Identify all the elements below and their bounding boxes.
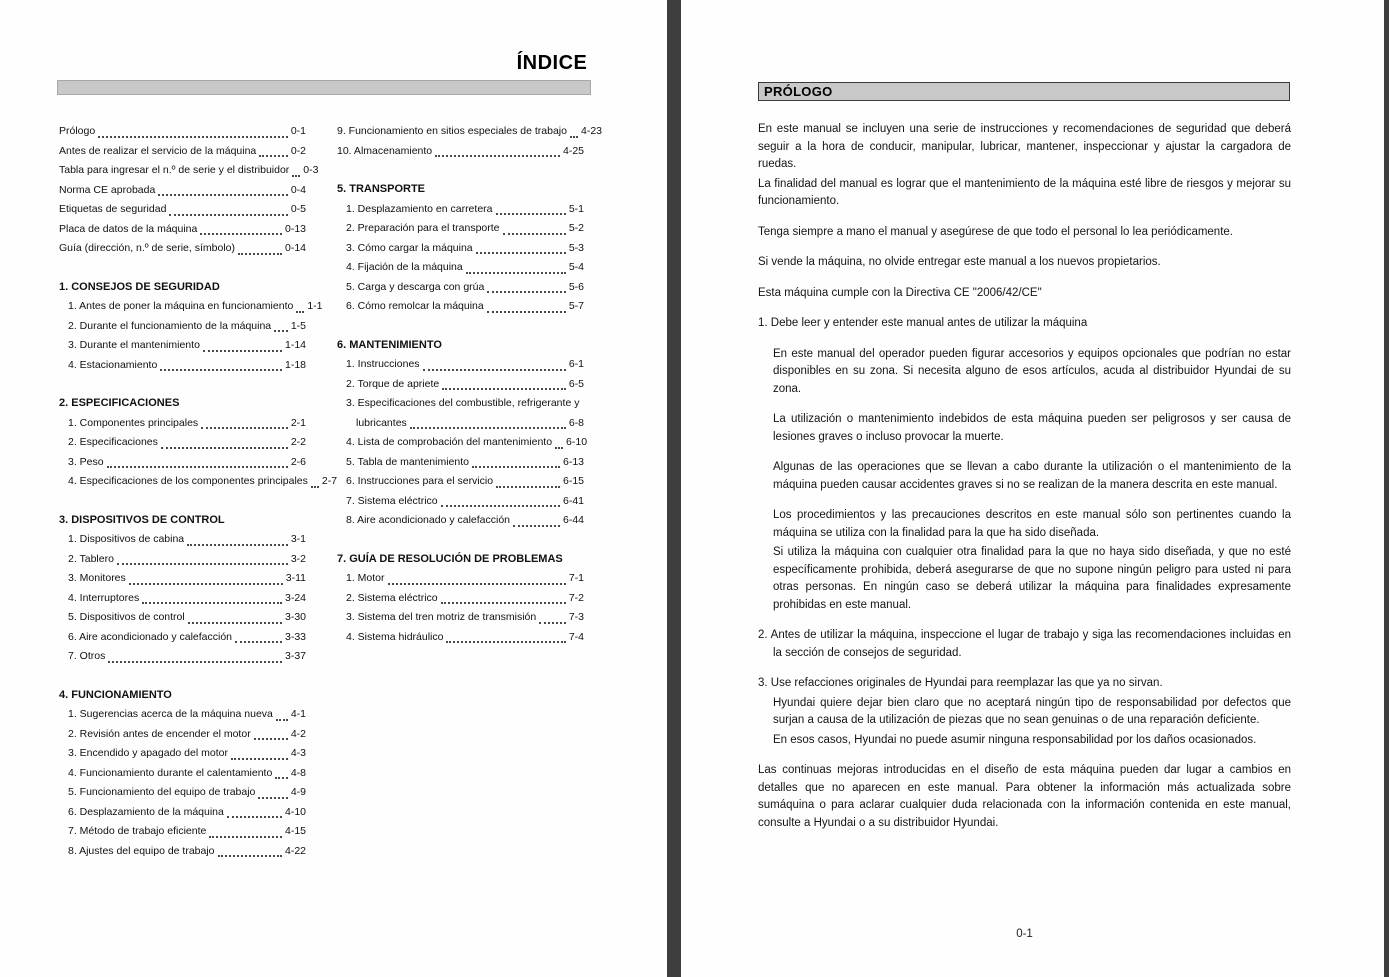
toc-entry-line bbox=[346, 375, 584, 395]
prologue-paragraph: Esta máquina cumple con la Directiva CE "2006/42/CE" bbox=[758, 286, 1042, 299]
toc-entry-label: Norma CE aprobada bbox=[59, 183, 156, 196]
prologo-page-title: PRÓLOGO bbox=[764, 84, 833, 99]
toc-leader-dots bbox=[496, 486, 560, 488]
toc-leader-dots bbox=[496, 213, 566, 215]
toc-leader-dots bbox=[274, 330, 288, 332]
prologo-header-bar bbox=[758, 82, 1290, 101]
toc-entry-label: 7. Método de trabajo eficiente bbox=[68, 825, 207, 837]
toc-leader-dots bbox=[227, 816, 282, 818]
toc-entry bbox=[59, 608, 306, 628]
toc-entry-page: 0-4 bbox=[290, 183, 306, 196]
toc-entry-page: 0-2 bbox=[290, 144, 306, 157]
toc-entry-line bbox=[68, 705, 306, 725]
toc-entry-label: 1. Dispositivos de cabina bbox=[68, 533, 185, 545]
toc-entry-label: 10. Almacenamiento bbox=[337, 144, 433, 157]
toc-entry-page: 1-14 bbox=[284, 339, 306, 351]
toc-entry bbox=[59, 433, 306, 453]
toc-entry-label: 3. Encendido y apagado del motor bbox=[68, 747, 228, 759]
toc-leader-dots bbox=[311, 486, 319, 488]
toc-entry-line bbox=[68, 744, 306, 764]
toc-entry-page: 5-6 bbox=[568, 280, 584, 293]
toc-entry-line bbox=[59, 181, 306, 201]
page-prologo bbox=[681, 0, 1384, 977]
toc-section-header: 3. DISPOSITIVOS DE CONTROL bbox=[59, 513, 225, 526]
toc-section bbox=[337, 180, 584, 317]
toc-entry-line bbox=[68, 453, 306, 473]
toc-leader-dots bbox=[466, 272, 566, 274]
toc-entry-page: 1-5 bbox=[290, 319, 306, 332]
toc-entry bbox=[59, 142, 306, 162]
prologue-body bbox=[758, 121, 1291, 845]
toc-entry bbox=[59, 181, 306, 201]
toc-leader-dots bbox=[169, 214, 287, 216]
toc-leader-dots bbox=[441, 505, 560, 507]
toc-entry bbox=[59, 161, 319, 181]
toc-entry-label: 3. Cómo cargar la máquina bbox=[346, 241, 473, 254]
toc-entry bbox=[337, 219, 584, 239]
toc-entry-label: 3. Monitores bbox=[68, 572, 126, 584]
toc-leader-dots bbox=[107, 466, 288, 468]
toc-entry-label: Tabla para ingresar el n.º de serie y el distribuidor bbox=[59, 164, 290, 176]
prologue-paragraph: Las continuas mejoras introducidas en el diseño de esta máquina pueden dar lugar a cambios en detalles que no aparecen en este manual. Para obtener la información más actualizada sobre sumáquina o para aclarar cualquier duda relacionada con la información contenida en este manual, consulte a Hyundai o a su distribuidor Hyundai. bbox=[758, 764, 1291, 829]
toc-entry-label: Guía (dirección, n.º de serie, símbolo) bbox=[59, 242, 235, 254]
toc-entry-line bbox=[346, 492, 584, 512]
toc-leader-dots bbox=[446, 641, 565, 643]
toc-entry-page: 7-2 bbox=[568, 591, 584, 604]
toc-entry-page: 0-1 bbox=[290, 125, 306, 137]
toc-entry-line bbox=[346, 258, 584, 278]
toc-entry bbox=[337, 258, 584, 278]
toc-leader-dots bbox=[238, 253, 282, 255]
toc-entry-line bbox=[68, 608, 306, 628]
toc-entry bbox=[59, 200, 306, 220]
toc-entry-line bbox=[68, 764, 306, 784]
toc-entry-line bbox=[346, 433, 588, 453]
toc-entry bbox=[59, 317, 306, 337]
page-spine-gutter bbox=[667, 0, 681, 977]
toc-entry-line bbox=[68, 647, 306, 667]
toc-entry-page: 2-2 bbox=[290, 436, 306, 448]
toc-leader-dots bbox=[203, 350, 282, 352]
toc-entry-page: 4-2 bbox=[290, 727, 306, 740]
toc-entry bbox=[337, 628, 584, 648]
toc-entry-label: lubricantes bbox=[356, 416, 407, 429]
toc-entry-line bbox=[346, 200, 584, 220]
toc-entry-line bbox=[68, 803, 306, 823]
toc-entry-page: 1-18 bbox=[284, 358, 306, 371]
toc-entry-page: 1-1 bbox=[307, 300, 323, 312]
toc-entry-page: 6-41 bbox=[562, 494, 584, 507]
toc-entry-page: 6-1 bbox=[568, 358, 584, 370]
toc-entry-page: 3-33 bbox=[284, 630, 306, 643]
toc-entry-line bbox=[59, 142, 306, 162]
toc-entry bbox=[337, 492, 584, 512]
toc-entry-page: 2-7 bbox=[321, 475, 338, 487]
toc-entry-label: 3. Peso bbox=[68, 455, 104, 468]
toc-entry-line bbox=[346, 628, 584, 648]
prologue-paragraph: La utilización o mantenimiento indebidos de esta máquina pueden ser peligrosos y ser causa de lesiones graves o incluso provocar la muerte. bbox=[773, 413, 1291, 443]
toc-leader-dots bbox=[487, 311, 566, 313]
toc-entry-label: 6. Desplazamiento de la máquina bbox=[68, 805, 224, 818]
toc-entry-page: 4-1 bbox=[290, 708, 306, 720]
toc-entry-label: 2. Tablero bbox=[68, 552, 114, 565]
toc-entry-line bbox=[68, 550, 306, 570]
toc-entry-label: 6. Cómo remolcar la máquina bbox=[346, 300, 484, 312]
toc-entry-page: 3-24 bbox=[284, 591, 306, 604]
toc-entry bbox=[59, 550, 306, 570]
toc-section-header: 5. TRANSPORTE bbox=[337, 183, 426, 195]
toc-entry bbox=[59, 414, 306, 434]
toc-leader-dots bbox=[108, 661, 282, 663]
toc-entry-line bbox=[346, 297, 584, 317]
toc-leader-dots bbox=[231, 758, 288, 760]
toc-entry-label: 3. Especificaciones del combustible, refrigerante y bbox=[346, 397, 580, 409]
toc-entry-label: 3. Sistema del tren motriz de transmisión bbox=[346, 611, 537, 623]
toc-entry-line bbox=[346, 453, 584, 473]
toc-column-left bbox=[59, 122, 338, 861]
toc-entry-label: 1. Componentes principales bbox=[68, 416, 199, 429]
toc-entry bbox=[337, 608, 584, 628]
toc-entry-line bbox=[68, 822, 306, 842]
prologue-paragraph: Tenga siempre a mano el manual y asegúrese de que todo el personal lo lea periódicamente. bbox=[758, 225, 1233, 238]
toc-entry-page: 0-5 bbox=[290, 203, 306, 215]
toc-entry-page: 7-3 bbox=[568, 611, 584, 623]
toc-entry-page: 0-3 bbox=[303, 164, 319, 176]
toc-entry-label: 1. Sugerencias acerca de la máquina nueva bbox=[68, 708, 273, 720]
toc-section-header: 2. ESPECIFICACIONES bbox=[59, 397, 180, 409]
toc-entry-page: 6-5 bbox=[568, 377, 584, 390]
toc-entry-page: 6-44 bbox=[562, 514, 584, 526]
toc-leader-dots bbox=[258, 797, 287, 799]
toc-entry-label: 2. Especificaciones bbox=[68, 436, 158, 448]
toc-leader-dots bbox=[276, 719, 288, 721]
toc-entry-page: 5-2 bbox=[568, 222, 584, 234]
toc-entry-label: 2. Torque de apriete bbox=[346, 377, 440, 390]
toc-entry bbox=[59, 239, 306, 259]
toc-leader-dots bbox=[435, 155, 560, 157]
toc-leader-dots bbox=[570, 136, 578, 138]
toc-leader-dots bbox=[503, 233, 566, 235]
toc-entry bbox=[59, 744, 306, 764]
prologue-paragraph: En este manual se incluyen una serie de instrucciones y recomendaciones de seguridad que deberá seguir a la hora de conducir, manipular, lubricar, mantener, inspeccionar y ajustar la cargadora de ruedas. bbox=[758, 123, 1291, 170]
toc-entry-page: 3-11 bbox=[285, 572, 306, 584]
toc-entry-page: 2-1 bbox=[290, 416, 306, 429]
toc-entry-line bbox=[59, 200, 306, 220]
toc-entry bbox=[59, 472, 338, 492]
toc-entry-page: 3-37 bbox=[284, 650, 306, 662]
toc-entry-page: 5-4 bbox=[568, 261, 584, 273]
toc-column-right bbox=[337, 122, 602, 647]
toc-entry-page: 4-10 bbox=[284, 805, 306, 818]
toc-entry-page: 7-1 bbox=[568, 572, 584, 584]
right-edge-band bbox=[1384, 0, 1389, 977]
toc-entry-page: 2-6 bbox=[290, 455, 306, 468]
toc-entry bbox=[337, 472, 584, 492]
toc-entry-line bbox=[59, 239, 306, 259]
toc-entry bbox=[337, 453, 584, 473]
toc-entry bbox=[337, 278, 584, 298]
toc-section bbox=[59, 686, 306, 862]
toc-entry-label: Antes de realizar el servicio de la máquina bbox=[59, 144, 257, 157]
toc-entry-page: 6-13 bbox=[562, 455, 584, 468]
toc-entry bbox=[337, 122, 602, 142]
toc-section-header: 7. GUÍA DE RESOLUCIÓN DE PROBLEMAS bbox=[337, 552, 563, 565]
toc-entry-label: 8. Ajustes del equipo de trabajo bbox=[68, 844, 215, 857]
toc-leader-dots bbox=[158, 194, 288, 196]
toc-leader-dots bbox=[254, 738, 288, 740]
page-number: 0-1 bbox=[1016, 928, 1033, 940]
toc-entry-label: 3. Durante el mantenimiento bbox=[68, 339, 200, 351]
toc-entry bbox=[337, 433, 588, 453]
toc-leader-dots bbox=[513, 525, 560, 527]
toc-entry-page: 4-15 bbox=[284, 825, 306, 837]
toc-leader-dots bbox=[209, 836, 282, 838]
toc-entry bbox=[59, 297, 323, 317]
toc-entry-line bbox=[68, 433, 306, 453]
toc-leader-dots bbox=[161, 447, 288, 449]
toc-entry bbox=[59, 530, 306, 550]
prologue-paragraph: Hyundai quiere dejar bien claro que no aceptará ningún tipo de responsabilidad por defectos que surjan a causa de la utilización de piezas que no sean genuinas o de una reparación deficiente. bbox=[773, 696, 1291, 726]
toc-section-header: 6. MANTENIMIENTO bbox=[337, 338, 442, 351]
toc-entry-page: 4-8 bbox=[290, 766, 306, 779]
toc-leader-dots bbox=[539, 622, 566, 624]
toc-leader-dots bbox=[472, 466, 560, 468]
toc-entry-line bbox=[346, 589, 584, 609]
toc-entry bbox=[59, 803, 306, 823]
toc-entry-line bbox=[68, 297, 323, 317]
toc-entry-label: 4. Funcionamiento durante el calentamiento bbox=[68, 766, 273, 779]
toc-entry-label: 4. Especificaciones de los componentes principales bbox=[68, 475, 308, 487]
toc-entry-label: 7. Otros bbox=[68, 650, 106, 662]
toc-leader-dots bbox=[388, 583, 566, 585]
toc-entry-page: 4-3 bbox=[290, 747, 306, 759]
toc-entry-label: Etiquetas de seguridad bbox=[59, 203, 167, 215]
prologue-paragraph: En este manual del operador pueden figurar accesorios y equipos opcionales que podrían no estar disponibles en su zona. Si necesita alguno de esos artículos, acuda al distribuidor Hyundai de su zona. bbox=[773, 347, 1291, 395]
toc-leader-dots bbox=[275, 777, 288, 779]
toc-entry bbox=[337, 511, 584, 531]
toc-entry bbox=[59, 842, 306, 862]
toc-entry-page: 4-9 bbox=[290, 786, 306, 798]
toc-leader-dots bbox=[129, 583, 283, 585]
toc-front-matter bbox=[337, 122, 602, 161]
toc-entry-label: 4. Interruptores bbox=[68, 591, 140, 604]
toc-entry-line bbox=[346, 608, 584, 628]
toc-entry-label: 5. Funcionamiento del equipo de trabajo bbox=[68, 786, 256, 798]
toc-entry-label: 4. Lista de comprobación del mantenimiento bbox=[346, 436, 553, 448]
toc-entry-label: 2. Sistema eléctrico bbox=[346, 591, 438, 604]
toc-entry-label: 4. Fijación de la máquina bbox=[346, 261, 463, 273]
toc-entry bbox=[59, 122, 306, 142]
toc-entry bbox=[59, 783, 306, 803]
toc-leader-dots bbox=[259, 155, 288, 157]
prologue-paragraph: En esos casos, Hyundai no puede asumir ninguna responsabilidad por los daños ocasionados. bbox=[773, 733, 1257, 746]
toc-entry-line bbox=[346, 219, 584, 239]
toc-entry-label: 2. Durante el funcionamiento de la máquina bbox=[68, 319, 272, 332]
toc-entry bbox=[59, 764, 306, 784]
toc-entry bbox=[59, 705, 306, 725]
toc-section-header: 4. FUNCIONAMIENTO bbox=[59, 688, 172, 701]
toc-entry-page: 5-3 bbox=[568, 241, 584, 254]
toc-entry-page: 7-4 bbox=[568, 630, 584, 643]
toc-entry-line bbox=[68, 336, 306, 356]
prologue-paragraph: Si vende la máquina, no olvide entregar este manual a los nuevos propietarios. bbox=[758, 256, 1161, 268]
toc-entry-line bbox=[346, 511, 584, 531]
toc-entry bbox=[59, 220, 306, 240]
toc-entry-label: 4. Estacionamiento bbox=[68, 358, 158, 371]
toc-entry-line bbox=[68, 356, 306, 376]
toc-entry-page: 5-1 bbox=[568, 202, 584, 215]
toc-entry bbox=[337, 569, 584, 589]
toc-entry bbox=[59, 569, 306, 589]
toc-entry-line bbox=[68, 589, 306, 609]
toc-leader-dots bbox=[476, 252, 566, 254]
toc-entry-label: 2. Revisión antes de encender el motor bbox=[68, 727, 251, 740]
toc-entry-label: Placa de datos de la máquina bbox=[59, 222, 198, 235]
toc-leader-dots bbox=[441, 602, 566, 604]
toc-entry-line bbox=[346, 355, 584, 375]
toc-leader-dots bbox=[200, 233, 282, 235]
toc-entry bbox=[59, 822, 306, 842]
toc-entry bbox=[59, 647, 306, 667]
toc-entry-label: 1. Antes de poner la máquina en funcionamiento bbox=[68, 300, 294, 312]
toc-entry-page: 0-13 bbox=[284, 222, 306, 235]
toc-entry-page: 3-1 bbox=[290, 533, 306, 545]
toc-entry bbox=[337, 355, 584, 375]
toc-leader-dots bbox=[292, 175, 300, 177]
toc-entry-line bbox=[68, 783, 306, 803]
toc-entry bbox=[59, 453, 306, 473]
prologue-paragraph: 2. Antes de utilizar la máquina, inspeccione el lugar de trabajo y siga las recomendaciones incluidas en la sección de consejos de seguridad. bbox=[758, 629, 1291, 659]
toc-entry-line bbox=[337, 142, 584, 162]
toc-leader-dots bbox=[218, 855, 282, 857]
toc-entry-label: 9. Funcionamiento en sitios especiales de trabajo bbox=[337, 125, 567, 137]
toc-entry-line bbox=[68, 842, 306, 862]
toc-entry-page: 0-14 bbox=[284, 242, 306, 254]
toc-entry-page: 3-2 bbox=[290, 552, 306, 565]
toc-entry-label: 8. Aire acondicionado y calefacción bbox=[346, 514, 511, 526]
toc-entry-line bbox=[59, 220, 306, 240]
prologue-paragraph: La finalidad del manual es lograr que el mantenimiento de la máquina esté libre de riesgos y mejorar su funcionamiento. bbox=[758, 177, 1291, 207]
toc-leader-dots bbox=[188, 622, 282, 624]
prologue-paragraph: Los procedimientos y las precauciones descritos en este manual sólo son pertinentes cuando la máquina se utiliza con la finalidad para la que ha sido diseñada. bbox=[773, 509, 1291, 539]
toc-entry-line bbox=[59, 161, 319, 181]
toc-entry-line bbox=[346, 239, 584, 259]
toc-section bbox=[337, 550, 584, 648]
toc-entry bbox=[337, 239, 584, 259]
prologue-paragraph: Si utiliza la máquina con cualquier otra finalidad para la que no haya sido diseñada, y que no esté específicamente prohibida, deberá asegurarse de que no supone ningún peligro para usted ni para otras personas. En ningún caso se deberá utilizar la máquina para finalidades expresamente prohibidas en este manual. bbox=[773, 546, 1291, 611]
toc-entry-line bbox=[68, 414, 306, 434]
toc-entry-label: 5. Carga y descarga con grúa bbox=[346, 280, 485, 293]
toc-entry-page: 4-25 bbox=[562, 144, 584, 157]
toc-entry bbox=[337, 394, 584, 433]
toc-entry-line bbox=[346, 569, 584, 589]
toc-section bbox=[59, 394, 338, 492]
indice-title-bar bbox=[57, 80, 591, 95]
toc-leader-dots bbox=[117, 563, 288, 565]
toc-entry-label: 5. Tabla de mantenimiento bbox=[346, 455, 469, 468]
toc-entry-page: 5-7 bbox=[568, 300, 584, 312]
toc-entry-line bbox=[346, 278, 584, 298]
toc-entry-page: 6-10 bbox=[566, 436, 588, 448]
prologue-paragraph: Algunas de las operaciones que se llevan a cabo durante la utilización o el mantenimiento de la máquina pueden causar accidentes graves si no se realizan de la manera descrita en este manual. bbox=[773, 461, 1291, 491]
toc-leader-dots bbox=[487, 291, 565, 293]
toc-entry bbox=[337, 589, 584, 609]
toc-section bbox=[59, 511, 306, 667]
toc-entry bbox=[59, 336, 306, 356]
toc-entry-line bbox=[59, 122, 306, 142]
toc-section-header: 1. CONSEJOS DE SEGURIDAD bbox=[59, 280, 220, 293]
prologue-paragraph: 3. Use refacciones originales de Hyundai para reemplazar las que ya no sirvan. bbox=[758, 677, 1163, 689]
toc-leader-dots bbox=[201, 427, 288, 429]
toc-entry-line bbox=[68, 569, 306, 589]
page-indice bbox=[0, 0, 667, 977]
toc-entry-label: Prólogo bbox=[59, 125, 96, 137]
toc-section bbox=[337, 336, 588, 531]
toc-leader-dots bbox=[442, 388, 566, 390]
toc-entry-label: 5. Dispositivos de control bbox=[68, 611, 185, 623]
toc-leader-dots bbox=[410, 427, 566, 429]
toc-leader-dots bbox=[235, 641, 282, 643]
toc-entry-line bbox=[68, 317, 306, 337]
toc-entry-page: 3-30 bbox=[284, 611, 306, 623]
toc-entry bbox=[337, 375, 584, 395]
toc-leader-dots bbox=[296, 311, 304, 313]
toc-entry bbox=[337, 200, 584, 220]
toc-entry-page: 4-23 bbox=[580, 125, 602, 137]
toc-entry-label: 1. Desplazamiento en carretera bbox=[346, 202, 493, 215]
toc-leader-dots bbox=[555, 447, 563, 449]
toc-leader-dots bbox=[160, 369, 282, 371]
toc-leader-dots bbox=[98, 136, 288, 138]
toc-entry bbox=[59, 725, 306, 745]
toc-entry-page: 4-22 bbox=[284, 844, 306, 857]
toc-entry-label: 7. Sistema eléctrico bbox=[346, 494, 438, 507]
toc-entry-line bbox=[346, 414, 584, 434]
toc-entry-page: 6-15 bbox=[562, 475, 584, 487]
toc-entry-line bbox=[68, 472, 338, 492]
toc-leader-dots bbox=[423, 369, 566, 371]
toc-entry-label: 1. Motor bbox=[346, 572, 385, 584]
toc-entry-page: 6-8 bbox=[568, 416, 584, 429]
toc-entry-line bbox=[346, 472, 584, 492]
toc-entry bbox=[337, 297, 584, 317]
indice-page-title: ÍNDICE bbox=[516, 52, 588, 74]
toc-section bbox=[59, 278, 323, 376]
prologue-paragraph: 1. Debe leer y entender este manual antes de utilizar la máquina bbox=[758, 317, 1088, 329]
toc-entry bbox=[59, 356, 306, 376]
toc-entry-label: 1. Instrucciones bbox=[346, 358, 420, 370]
toc-leader-dots bbox=[187, 544, 288, 546]
toc-entry-label: 2. Preparación para el transporte bbox=[346, 222, 500, 234]
toc-entry bbox=[59, 589, 306, 609]
toc-entry-label: 6. Aire acondicionado y calefacción bbox=[68, 630, 233, 643]
toc-entry-line bbox=[68, 725, 306, 745]
toc-entry-line bbox=[68, 628, 306, 648]
toc-entry bbox=[59, 628, 306, 648]
toc-entry bbox=[337, 142, 584, 162]
toc-front-matter bbox=[59, 122, 319, 259]
toc-entry-label: 4. Sistema hidráulico bbox=[346, 630, 444, 643]
toc-entry-line bbox=[337, 122, 602, 142]
toc-leader-dots bbox=[142, 602, 282, 604]
toc-entry-label: 6. Instrucciones para el servicio bbox=[346, 475, 494, 487]
toc-entry-line bbox=[68, 530, 306, 550]
